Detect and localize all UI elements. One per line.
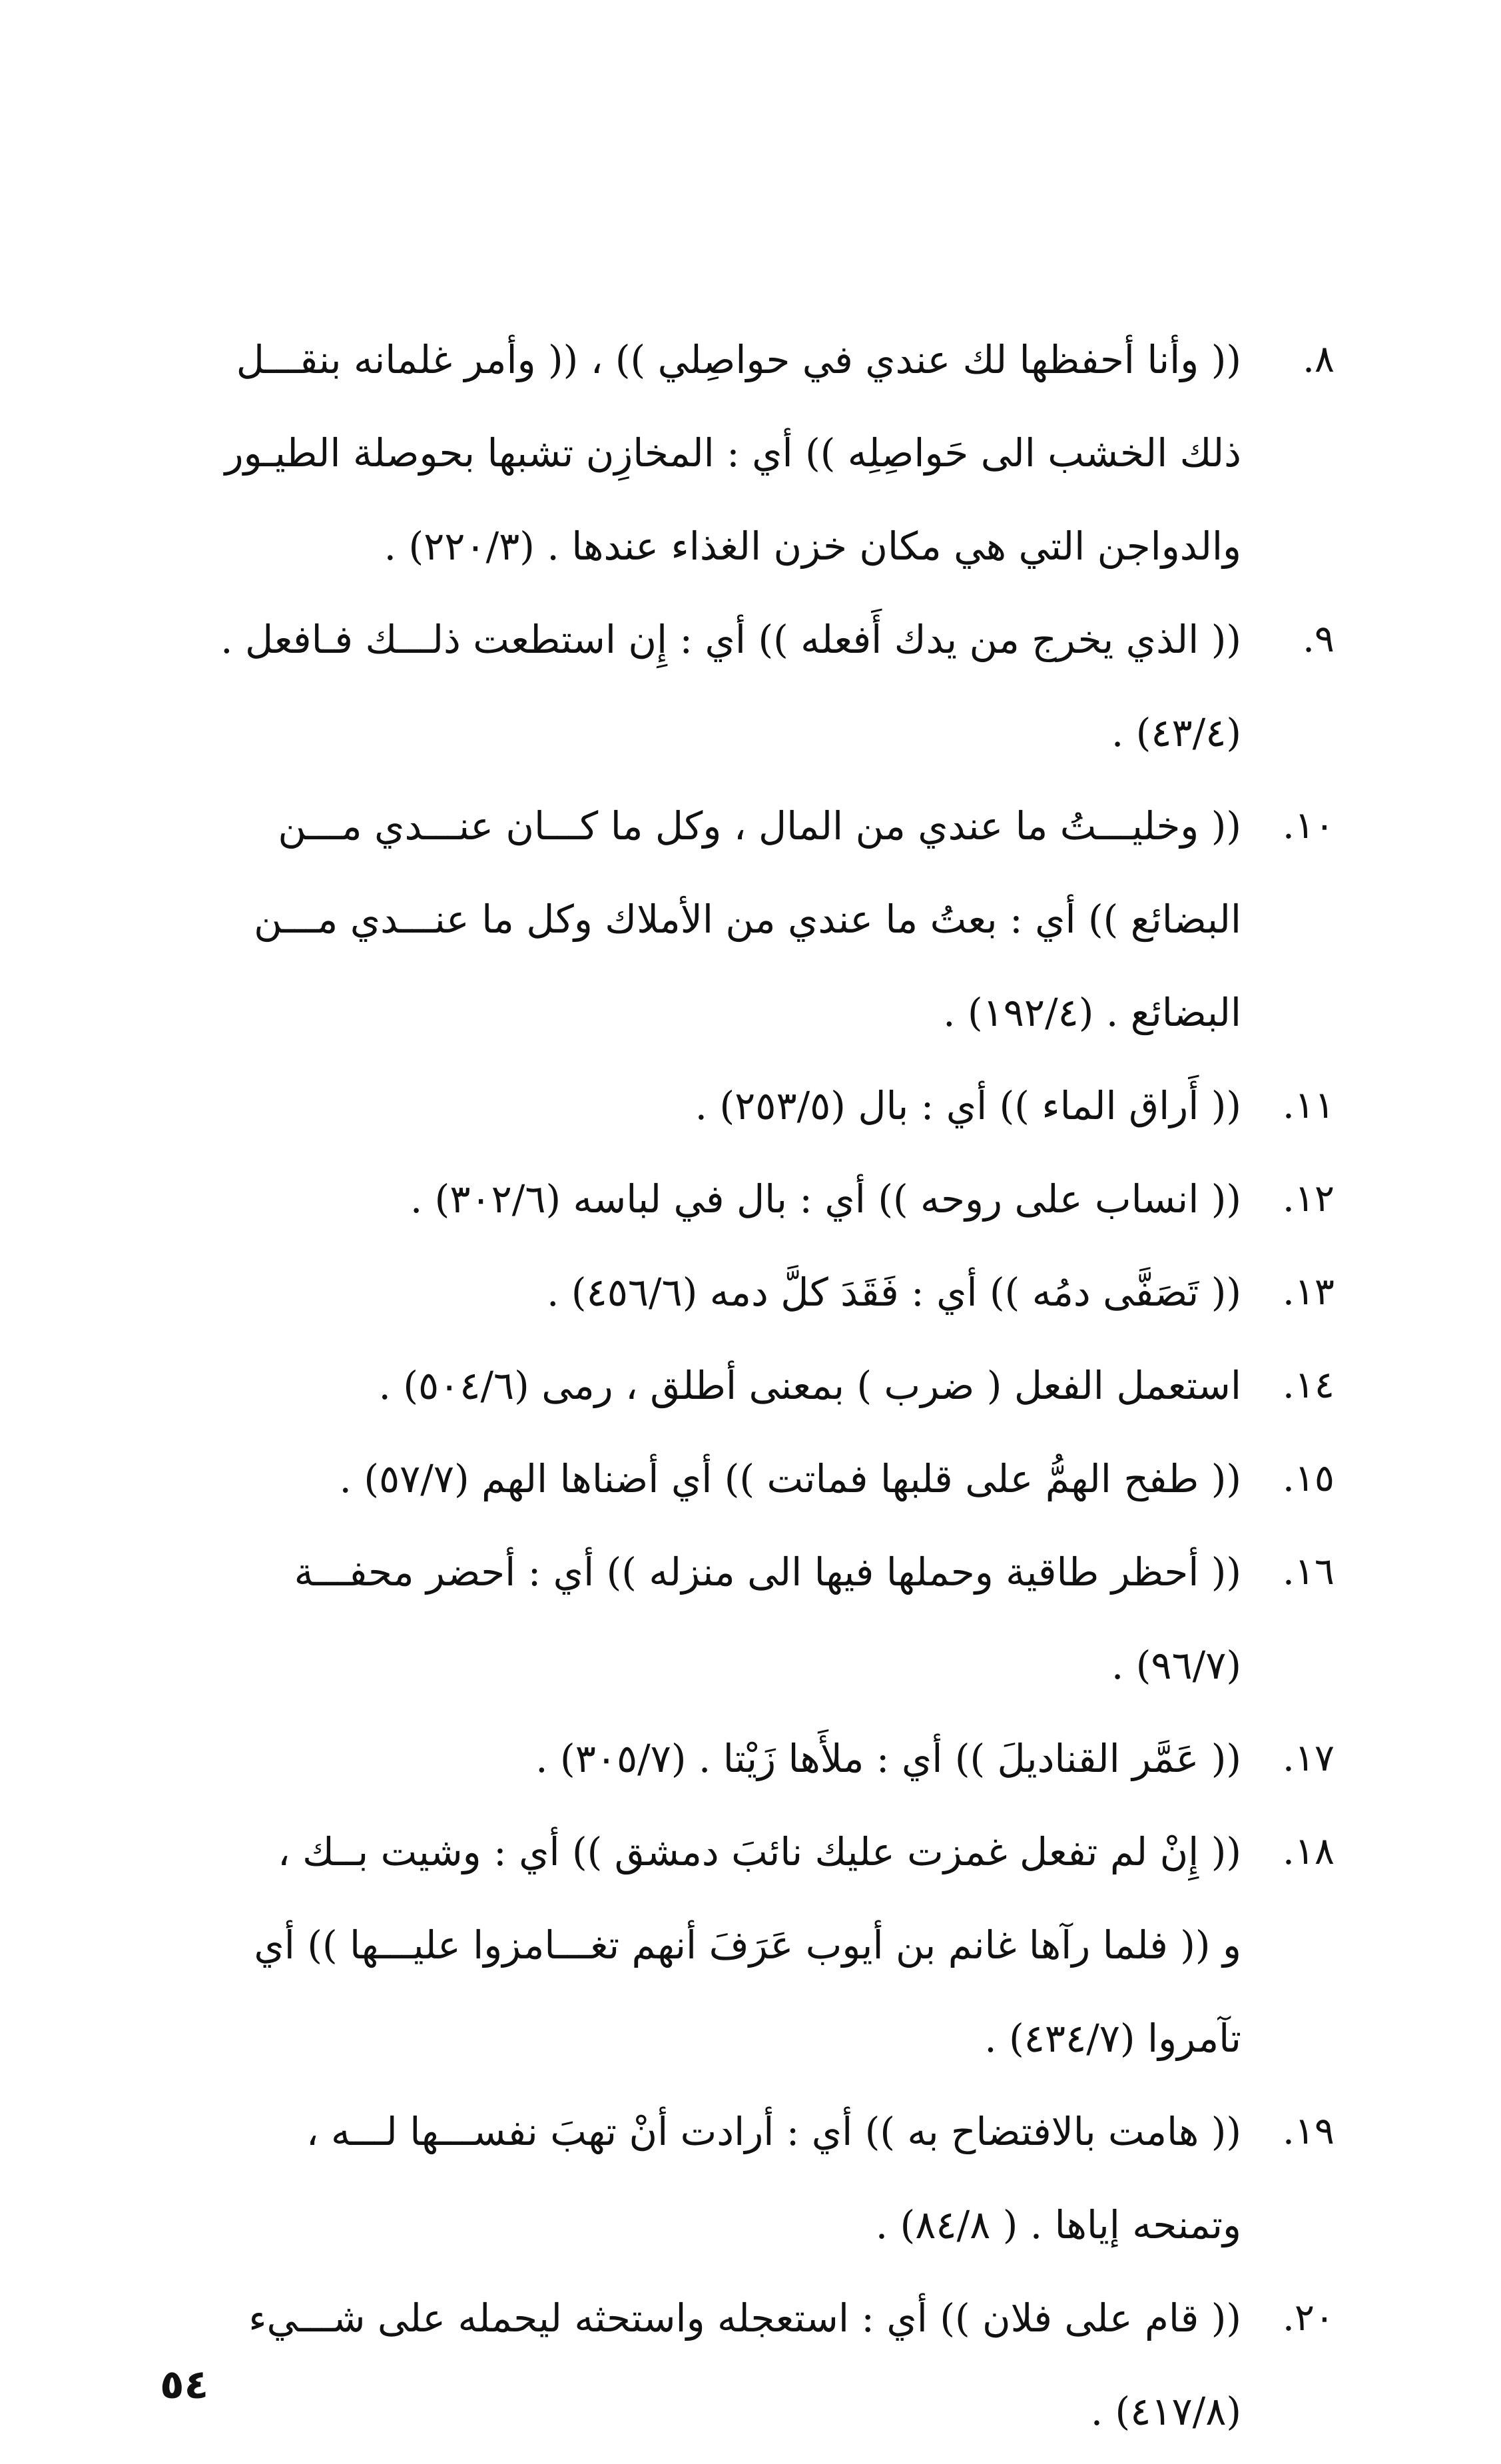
list-item	[166, 1525, 1335, 1712]
list-item	[166, 1805, 1335, 2085]
entry-line: (( طفح الهمُّ على قلبها فماتت )) أي أضناها الهم (٥٧/٧) .	[339, 1456, 1241, 1501]
entry-number: ١٥.	[1283, 1457, 1335, 1500]
list-item	[166, 1712, 1335, 1805]
entry-line: (٤٣/٤) .	[1111, 710, 1241, 755]
entry-number: ١٣.	[1283, 1270, 1335, 1314]
list-item	[166, 1339, 1335, 1432]
entry-line: البضائع . (١٩٢/٤) .	[943, 990, 1241, 1035]
list-item	[166, 313, 1335, 593]
entry-line: ذلك الخشب الى حَواصِلِه )) أي : المخازِن تشبها بحوصلة الطيـور	[224, 430, 1241, 476]
entry-number: ٩.	[1303, 617, 1335, 661]
entry-number: ١٢.	[1283, 1177, 1335, 1220]
entry-number: ١١.	[1283, 1084, 1335, 1127]
list-item	[166, 1059, 1335, 1152]
entry-number: ١٠.	[1283, 804, 1335, 847]
list-item	[166, 2085, 1335, 2271]
entry-line: (٤١٧/٨) .	[1090, 2389, 1241, 2434]
entry-line: (( انساب على روحه )) أي : بال في لباسه (٣٠٢/٦) .	[410, 1176, 1241, 1222]
list-item	[166, 1246, 1335, 1339]
entry-line: (( عَمَّر القناديلَ )) أي : ملأَها زَيْتا . (٣٠٥/٧) .	[535, 1736, 1241, 1781]
entry-number: ١٩.	[1283, 2110, 1335, 2153]
entry-line: (( الذي يخرج من يدك أَفعله )) أي : إِن استطعت ذلـــك فـافعل .	[220, 617, 1241, 662]
entry-line: استعمل الفعل ( ضرب ) بمعنى أطلق ، رمى (٥٠٤/٦) .	[378, 1363, 1241, 1408]
list-item	[166, 779, 1335, 1059]
entry-list	[166, 313, 1335, 2458]
entry-line: و (( فلما رآها غانم بن أيوب عَرَفَ أنهم تغـــامزوا عليـــها )) أي	[254, 1922, 1241, 1968]
list-item	[166, 593, 1335, 779]
entry-number: ٨.	[1303, 338, 1335, 381]
entry-line: وتمنحه إياها . ( ٨٤/٨) .	[875, 2202, 1241, 2248]
entry-number: ٢٠.	[1283, 2296, 1335, 2339]
entry-line: (( أحظر طاقية وحملها فيها الى منزله )) أي : أحضر محفـــة	[294, 1549, 1241, 1595]
entry-line: والدواجن التي هي مكان خزن الغذاء عندها . (٢٢٠/٣) .	[384, 524, 1241, 569]
entry-line: (( وخليـــتُ ما عندي من المال ، وكل ما كـــان عنـــدي مـــن	[278, 803, 1241, 849]
list-item	[166, 1152, 1335, 1246]
page-number: ٥٤	[160, 2361, 209, 2408]
list-item	[166, 1432, 1335, 1525]
entry-line: تآمروا (٤٣٤/٧) .	[984, 2016, 1241, 2061]
entry-number: ١٧.	[1283, 1737, 1335, 1780]
entry-line: (( أَراق الماء )) أي : بال (٢٥٣/٥) .	[695, 1083, 1241, 1128]
entry-line: (( تَصَفَّى دمُه )) أي : فَقَدَ كلَّ دمه (٤٥٦/٦) .	[547, 1270, 1241, 1315]
list-item	[166, 2271, 1335, 2458]
entry-line: (( هامت بالافتضاح به )) أي : أرادت أنْ تهبَ نفســـها لـــه ،	[306, 2109, 1241, 2154]
entry-line: البضائع )) أي : بعتُ ما عندي من الأملاك وكل ما عنـــدي مـــن	[254, 897, 1241, 942]
entry-line: (( قام على فلان )) أي : استعجله واستحثه ليحمله على شـــيء	[248, 2295, 1241, 2341]
entry-line: (( وأنا أحفظها لك عندي في حواصِلي )) ، (( وأمر غلمانه بنقـــل	[236, 337, 1241, 382]
entry-line: (٩٦/٧) .	[1111, 1643, 1241, 1688]
entry-number: ١٤.	[1283, 1364, 1335, 1407]
entry-number: ١٨.	[1283, 1830, 1335, 1873]
entry-number: ١٦.	[1283, 1550, 1335, 1593]
entry-line: (( إِنْ لم تفعل غمزت عليك نائبَ دمشق )) أي : وشيت بــك ،	[278, 1829, 1241, 1874]
